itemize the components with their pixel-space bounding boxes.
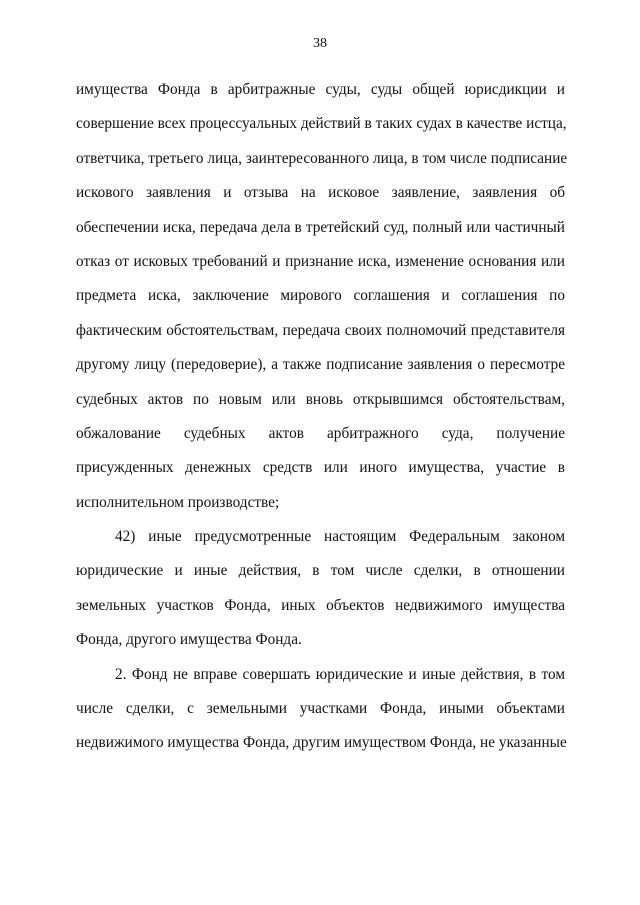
text-line: обжалование судебных актов арбитражного суда, получение [76, 424, 565, 442]
text-line: исполнительном производстве; [76, 493, 280, 511]
text-line: обеспечении иска, передача дела в третейский суд, полный или частичный [76, 218, 565, 236]
text-line: судебных актов по новым или вновь открывшимся обстоятельствам, [76, 390, 565, 408]
text-line: земельных участков Фонда, иных объектов недвижимого имущества [76, 596, 565, 614]
text-line: предмета иска, заключение мирового соглашения и соглашения по [76, 287, 565, 305]
text-line: Фонда, другого имущества Фонда. [76, 631, 302, 649]
text-line: присужденных денежных средств или иного имущества, участие в [76, 459, 565, 477]
text-line: недвижимого имущества Фонда, другим имуществом Фонда, не указанные [76, 734, 567, 752]
text-line: числе сделки, с земельными участками Фонда, иными объектами [76, 700, 565, 718]
text-line: совершение всех процессуальных действий в таких судах в качестве истца, [76, 115, 567, 133]
text-line: имущества Фонда в арбитражные суды, суды общей юрисдикции и [76, 81, 565, 98]
text-line: 42) иные предусмотренные настоящим Федеральным законом [115, 528, 565, 546]
text-line: отказ от исковых требований и признание иска, изменение основания или [76, 252, 565, 270]
page-number: 38 [313, 36, 327, 51]
document-body [76, 73, 568, 761]
text-line: ответчика, третьего лица, заинтересованного лица, в том числе подписание [76, 149, 568, 167]
text-line: другому лицу (передоверие), а также подписание заявления о пересмотре [76, 356, 565, 374]
text-line: 2. Фонд не вправе совершать юридические и иные действия, в том [115, 665, 565, 683]
text-line: искового заявления и отзыва на исковое заявление, заявления об [76, 184, 565, 202]
text-line: юридические и иные действия, в том числе сделки, в отношении [76, 562, 565, 580]
text-line: фактическим обстоятельствам, передача своих полномочий представителя [76, 321, 565, 339]
